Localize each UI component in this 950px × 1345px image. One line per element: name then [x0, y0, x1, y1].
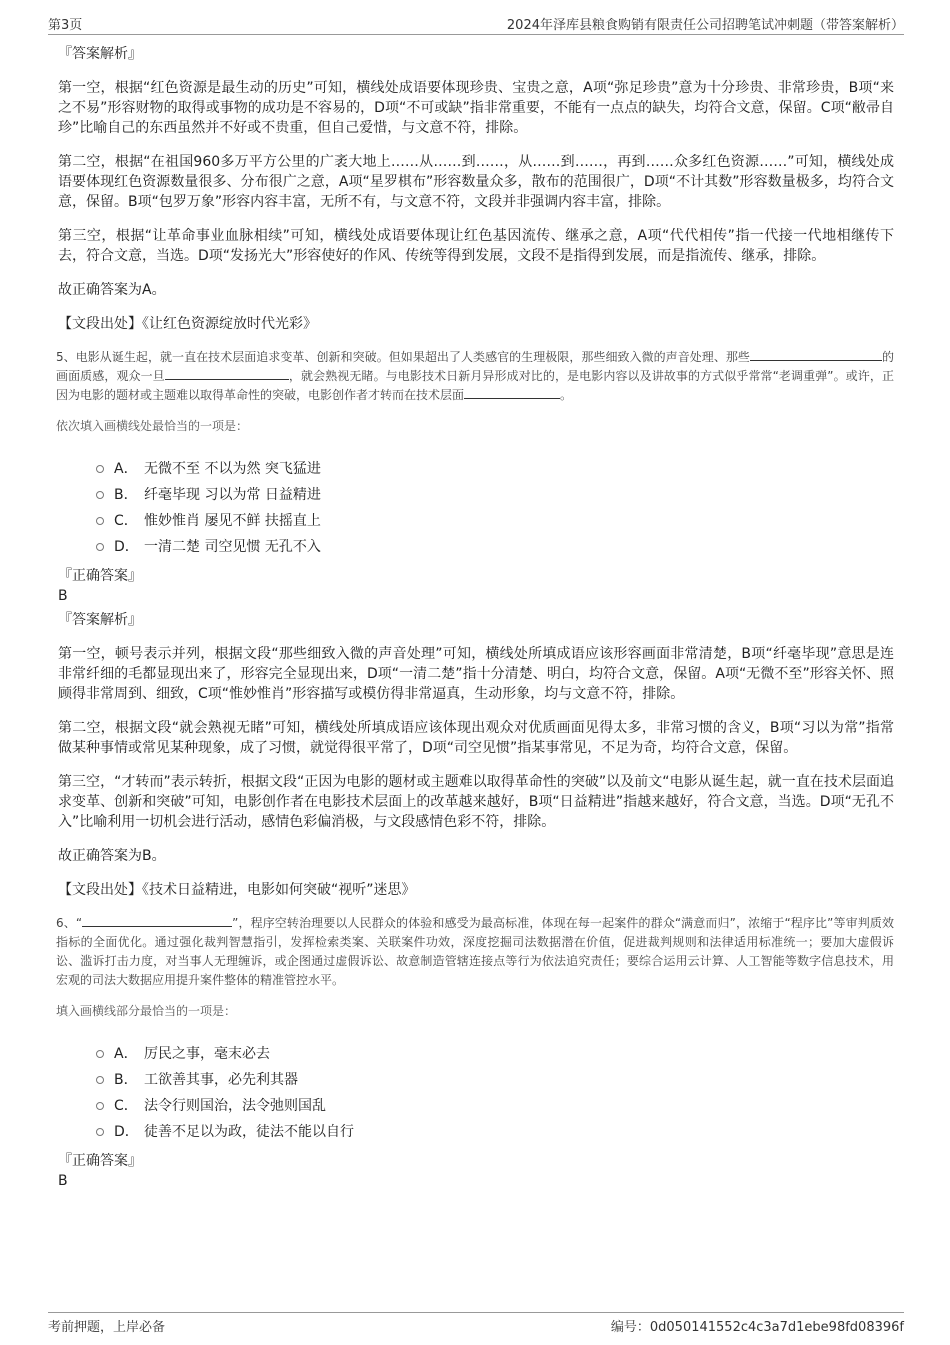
option-c[interactable]: C． 法令行则国治，法令弛则国乱	[96, 1093, 894, 1119]
page-number: 第3页	[48, 18, 83, 33]
answer-value: B	[58, 1173, 68, 1189]
option-b[interactable]: B． 纤毫毕现 习以为常 日益精进	[96, 482, 894, 508]
analysis-paragraph: 第二空，根据“在祖国960多万平方公里的广袤大地上……从……到……，从……到……，再到……众多红色资源……”可知，横线处成语要体现红色资源数量很多、分布很广之意，A项“星罗棋布”形容数量众多，散布的范围很广，D项“不计其数”形容数量极多，均符合文意，保留。B项“包罗万象”形容内容丰富，无所不有，与文意不符，文段并非强调内容丰富，排除。	[58, 154, 894, 210]
option-a[interactable]: A． 无微不至 不以为然 突飞猛进	[96, 456, 894, 482]
fill-blank	[165, 367, 289, 380]
options-list	[96, 1041, 894, 1145]
option-c[interactable]: C． 惟妙惟肖 屡见不鲜 扶摇直上	[96, 508, 894, 534]
radio-icon[interactable]	[96, 1050, 104, 1058]
question-prompt: 依次填入画横线处最恰当的一项是：	[56, 419, 249, 433]
conclusion: 故正确答案为A。	[58, 282, 166, 298]
option-d[interactable]: D． 一清二楚 司空见惯 无孔不入	[96, 534, 894, 560]
analysis-paragraph: 第三空，“才转而”表示转折，根据文段“正因为电影的题材或主题难以取得革命性的突破”以及前文“电影从诞生起，就一直在技术层面追求变革、创新和突破”可知，电影创作者在电影技术层面上的改革越来越好，B项“日益精进”指越来越好，符合文意，当选。D项“无孔不入”比喻利用一切机会进行活动，感情色彩偏消极，与文段感情色彩不符，排除。	[58, 774, 894, 830]
answer-value: B	[58, 588, 68, 604]
question-6-stem: 6、“ ”，程序空转治理要以人民群众的体验和感受为最高标准，体现在每一起案件的群众“满意而归”，浓缩于“程序比”等审判质效指标的全面优化。通过强化裁判智慧指引，发挥检索类案、关联案件功效，深度挖掘司法数据潜在价值，促进裁判规则和法律适用标准统一；要加大虚假诉讼、滥诉打击力度，对当事人无理缠诉，或企图通过虚假诉讼、故意制造管辖连接点等行为依法追究责任；要综合运用云计算、人工智能等数字信息技术，用宏观的司法大数据应用提升案件整体的精准管控水平。	[56, 916, 895, 987]
question-prompt: 填入画横线部分最恰当的一项是：	[56, 1004, 237, 1018]
source-citation: 【文段出处】《技术日益精进，电影如何突破“视听”迷思》	[58, 882, 416, 898]
document-body	[58, 44, 894, 1195]
analysis-paragraph: 第二空，根据文段“就会熟视无睹”可知，横线处所填成语应该体现出观众对优质画面见得太多，非常习惯的含义，B项“习以为常”指常做某种事情或常见某种现象，成了习惯，就觉得很平常了，D项“司空见惯”指某事常见，不足为奇，均符合文意，保留。	[58, 720, 894, 756]
options-list	[96, 456, 894, 560]
radio-icon[interactable]	[96, 491, 104, 499]
radio-icon[interactable]	[96, 1076, 104, 1084]
page-footer	[48, 1312, 904, 1335]
page-header	[48, 12, 904, 35]
fill-blank	[750, 348, 882, 361]
radio-icon[interactable]	[96, 465, 104, 473]
fill-blank	[464, 386, 560, 399]
source-citation: 【文段出处】《让红色资源绽放时代光彩》	[58, 316, 317, 332]
document-id: 编号：0d050141552c4c3a7d1ebe98fd08396f	[610, 1320, 904, 1335]
analysis-label: 『答案解析』	[58, 612, 142, 628]
answer-label: 『正确答案』	[58, 1153, 142, 1169]
fill-blank	[82, 914, 232, 927]
radio-icon[interactable]	[96, 1128, 104, 1136]
radio-icon[interactable]	[96, 1102, 104, 1110]
answer-label: 『正确答案』	[58, 568, 142, 584]
option-d[interactable]: D． 徒善不足以为政，徒法不能以自行	[96, 1119, 894, 1145]
question-5-stem: 5、电影从诞生起，就一直在技术层面追求变革、创新和突破。但如果超出了人类感官的生理极限，那些细致入微的声音处理、那些 的画面质感，观众一旦 ，就会熟视无睹。与电影技术日新月异形成对比的，是电影内容以及讲故事的方式似乎常常“老调重弹”。或许，正因为电影的题材或主题难以取得革命性的突破，电影创作者才转而在技术层面 。	[56, 350, 894, 402]
radio-icon[interactable]	[96, 517, 104, 525]
analysis-paragraph: 第三空，根据“让革命事业血脉相续”可知，横线处成语要体现让红色基因流传、继承之意，A项“代代相传”指一代接一代地相继传下去，符合文意，当选。D项“发扬光大”形容使好的作风、传统等得到发展，文段不是指得到发展，而是指流传、继承，排除。	[58, 228, 894, 264]
option-a[interactable]: A． 厉民之事，毫末必去	[96, 1041, 894, 1067]
analysis-label-q4: 『答案解析』	[58, 46, 142, 62]
conclusion: 故正确答案为B。	[58, 848, 166, 864]
document-title: 2024年泽库县粮食购销有限责任公司招聘笔试冲刺题（带答案解析）	[506, 18, 904, 33]
analysis-paragraph: 第一空，顿号表示并列，根据文段“那些细致入微的声音处理”可知，横线处所填成语应该形容画面非常清楚，B项“纤毫毕现”意思是连非常纤细的毛都显现出来了，形容完全显现出来，D项“一清二楚”指十分清楚、明白，均符合文意，保留。A项“无微不至”形容关怀、照顾得非常周到、细致，C项“惟妙惟肖”形容描写或模仿得非常逼真，生动形象，均与文意不符，排除。	[58, 646, 894, 702]
radio-icon[interactable]	[96, 543, 104, 551]
option-b[interactable]: B． 工欲善其事，必先利其器	[96, 1067, 894, 1093]
analysis-paragraph: 第一空，根据“红色资源是最生动的历史”可知，横线处成语要体现珍贵、宝贵之意，A项“弥足珍贵”意为十分珍贵、非常珍贵，B项“来之不易”形容财物的取得或事物的成功是不容易的，D项“不可或缺”指非常重要，不能有一点点的缺失，均符合文意，保留。C项“敝帚自珍”比喻自己的东西虽然并不好或不贵重，但自己爱惜，与文意不符，排除。	[58, 80, 894, 136]
footer-slogan: 考前押题，上岸必备	[48, 1320, 166, 1335]
